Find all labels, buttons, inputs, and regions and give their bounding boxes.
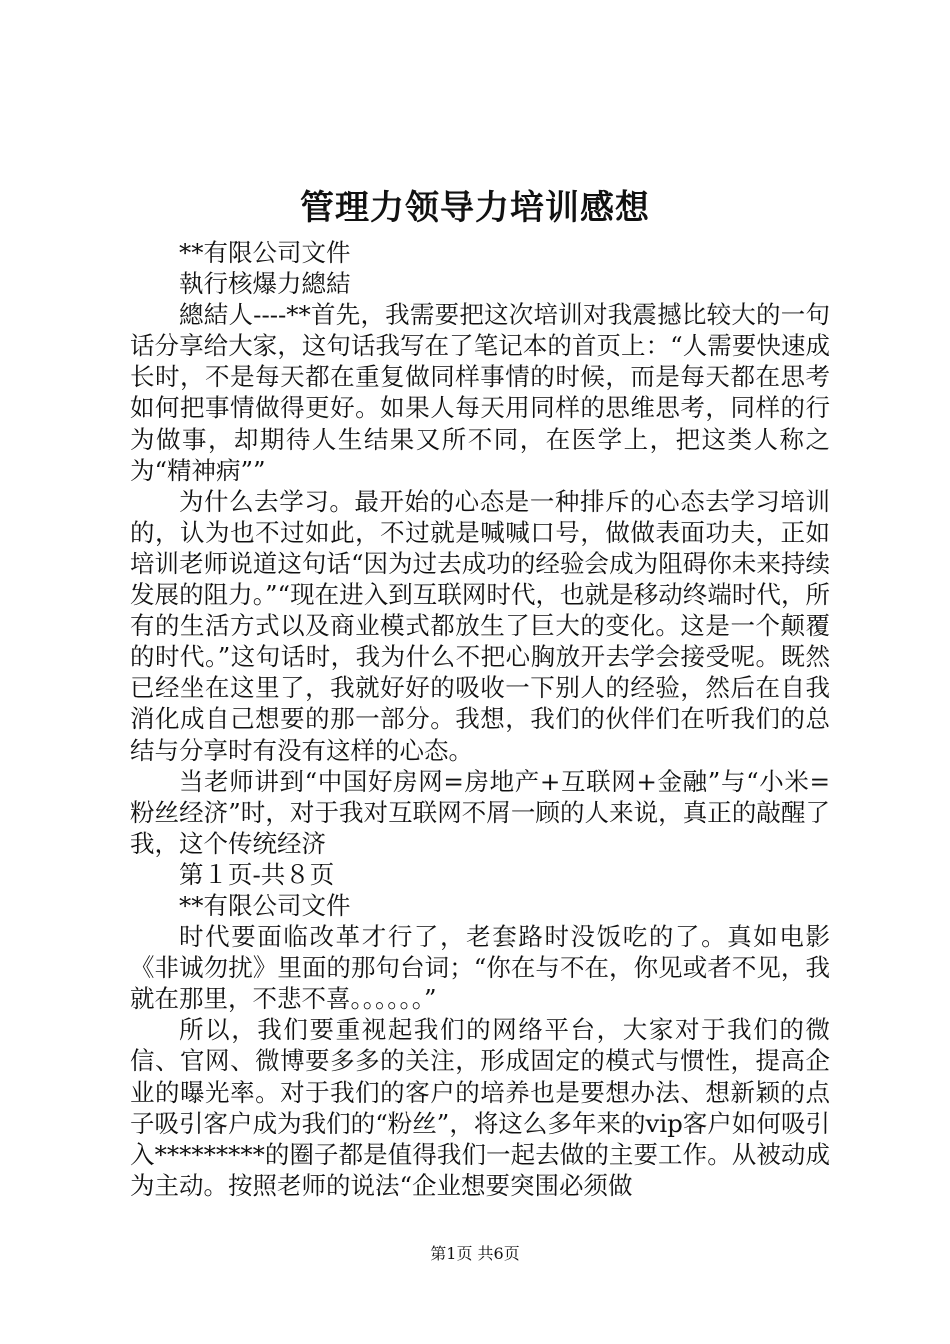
page-footer: 第1页 共6页 (430, 1244, 520, 1263)
body-paragraph: 当老师讲到“中国好房网=房地产+互联网+金融”与“小米=粉丝经济”时，对于我对互联网不屑一顾的人来说，真正的敲醒了我，这个传统经济 (130, 766, 830, 858)
document-title: 管理力领导力培训感想 (300, 188, 650, 228)
body-paragraph: 總結人----**首先，我需要把这次培训对我震撼比较大的一句话分享给大家，这句话我写在了笔记本的首页上：“人需要快速成长时，不是每天都在重复做同样事情的时候，而是每天都在思考如何把事情做得更好。如果人每天用同样的思维思考，同样的行为做事，却期待人生结果又所不同，在医学上，把这类人称之为“精神病”” (130, 300, 830, 485)
inline-page-marker: 第１页-共８页 (179, 859, 335, 889)
body-paragraph: 为什么去学习。最开始的心态是一种排斥的心态去学习培训的，认为也不过如此，不过就是喊喊口号，做做表面功夫，正如培训老师说道这句话“因为过去成功的经验会成为阻碍你未来持续发展的阻力。”“现在进入到互联网时代，也就是移动终端时代，所有的生活方式以及商业模式都放生了巨大的变化。这是一个颠覆的时代。”这句话时，我为什么不把心胸放开去学会接受呢。既然已经坐在这里了，我就好好的吸收一下别人的经验，然后在自我消化成自己想要的那一部分。我想，我们的伙伴们在听我们的总结与分享时有没有这样的心态。 (130, 486, 830, 765)
body-paragraph: 时代要面临改革才行了，老套路时没饭吃的了。真如电影《非诚勿扰》里面的那句台词；“你在与不在，你见或者不见，我就在那里，不悲不喜。。。。。。” (130, 922, 830, 1014)
summary-heading-line: 執行核爆力總結 (179, 269, 351, 299)
document-body (130, 237, 830, 1201)
company-header-line: **有限公司文件 (179, 238, 351, 267)
company-header-line: **有限公司文件 (179, 890, 351, 920)
body-paragraph: 所以，我们要重视起我们的网络平台，大家对于我们的微信、官网、微博要多多的关注，形成固定的模式与惯性，提高企业的曝光率。对于我们的客户的培养也是要想办法、想新颖的点子吸引客户成为我们的“粉丝”，将这么多年来的vip客户如何吸引入*********的圈子都是值得我们一起去做的主要工作。从被动成为主动。按照老师的说法“企业想要突围必须做 (130, 1015, 830, 1200)
